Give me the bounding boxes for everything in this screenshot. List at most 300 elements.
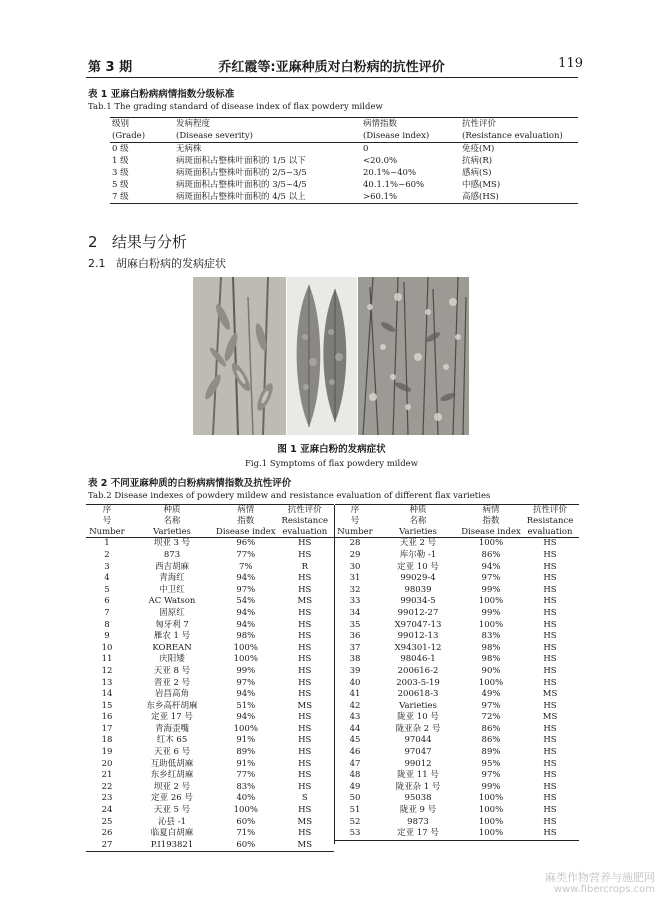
table-row	[335, 782, 579, 794]
table-row	[86, 654, 334, 666]
variety-cell: X97047-13	[394, 619, 442, 630]
disease-index-table-right	[335, 504, 579, 841]
number-cell: 9	[104, 631, 110, 642]
number-cell: 12	[101, 665, 113, 676]
evaluation-cell: HS	[298, 677, 312, 688]
number-cell: 46	[349, 747, 361, 758]
disease-index-cell: 54%	[236, 596, 256, 607]
issue-number: 第 3 期	[88, 60, 133, 75]
disease-index-cell: 100%	[478, 793, 504, 804]
watermark-url: www.fibercrops.com	[553, 884, 655, 895]
index-cell: <20.0%	[363, 156, 398, 166]
evaluation-cell: HS	[521, 828, 579, 840]
variety-cell: 天亚 6 号	[153, 747, 191, 758]
variety-cell: 99012-27	[397, 607, 439, 618]
grade-cell: 0 级	[112, 144, 129, 154]
number-cell: 29	[349, 549, 361, 560]
table-row	[86, 689, 334, 701]
number-cell: 47	[349, 758, 361, 769]
variety-cell: 西吉胡麻	[154, 561, 189, 572]
evaluation-cell: HS	[543, 538, 557, 549]
number-cell: 6	[104, 596, 110, 607]
disease-index-cell: 100%	[233, 642, 258, 653]
evaluation-cell: 抗病(R)	[462, 156, 493, 166]
table-row	[335, 828, 579, 840]
variety-cell: 红木 65	[156, 735, 188, 746]
col-evaluation-cn: 抗性评价	[460, 118, 578, 131]
disease-index-cell: 99%	[481, 584, 501, 595]
disease-index-cell: 98%	[236, 631, 256, 642]
variety-cell: 98046-1	[400, 654, 436, 665]
col-number-cn: 序	[86, 505, 128, 516]
watermark-site-name: 麻类作物营养与施肥网	[545, 871, 655, 884]
col-number-cn2: 号	[350, 515, 360, 526]
evaluation-cell: HS	[543, 747, 557, 758]
table-row	[86, 759, 334, 771]
table-row	[335, 747, 579, 759]
disease-index-cell: 99%	[481, 607, 501, 618]
variety-cell: 东乡红胡麻	[150, 770, 194, 781]
evaluation-cell: HS	[543, 781, 557, 792]
table1-header-en	[110, 130, 578, 143]
evaluation-cell: MS	[542, 712, 558, 723]
grade-cell: 1 级	[112, 156, 129, 166]
col-evaluation-en: Resistance	[526, 515, 574, 526]
variety-cell: 匈牙利 7	[155, 619, 189, 630]
disease-index-cell: 71%	[236, 828, 256, 839]
evaluation-cell: R	[301, 561, 308, 572]
number-cell: 15	[101, 700, 113, 711]
section-heading	[88, 231, 187, 252]
table1-row	[110, 167, 578, 179]
evaluation-cell: MS	[297, 816, 313, 827]
table-row	[335, 620, 579, 632]
variety-cell: 定亚 17 号	[375, 828, 461, 840]
number-cell: 41	[349, 689, 361, 700]
evaluation-cell: HS	[298, 538, 312, 549]
evaluation-cell: S	[301, 793, 308, 804]
grade-cell: 7 级	[110, 191, 174, 204]
col-variety-cn2: 名称	[163, 515, 181, 526]
col-number-en: Number	[86, 527, 128, 538]
section-title: 结果与分析	[111, 233, 187, 251]
table-row	[335, 678, 579, 690]
evaluation-cell: HS	[543, 677, 557, 688]
disease-index-cell: 97%	[481, 573, 501, 584]
evaluation-cell: HS	[543, 700, 557, 711]
evaluation-cell: HS	[543, 793, 557, 804]
disease-index-cell: 100%	[478, 677, 504, 688]
evaluation-cell: HS	[543, 642, 557, 653]
col-evaluation-en2: evaluation	[521, 527, 579, 538]
table-row	[335, 666, 579, 678]
evaluation-cell: HS	[298, 642, 312, 653]
disease-index-cell: 98%	[481, 654, 501, 665]
evaluation-cell: HS	[298, 549, 312, 560]
evaluation-cell: HS	[543, 735, 557, 746]
disease-index-cell: 100%	[461, 828, 521, 840]
table1-row	[110, 155, 578, 167]
evaluation-cell: HS	[298, 781, 312, 792]
variety-cell: 9873	[407, 816, 429, 827]
table-row	[335, 712, 579, 724]
flax-plant-photo	[193, 277, 286, 435]
table-row	[335, 562, 579, 574]
evaluation-cell: HS	[543, 561, 557, 572]
number-cell: 24	[101, 805, 113, 816]
disease-index-cell: 95%	[481, 758, 501, 769]
number-cell: 20	[101, 758, 113, 769]
subsection-number: 2.1	[88, 257, 106, 270]
disease-index-cell: 86%	[481, 735, 501, 746]
col-variety-cn2: 名称	[409, 515, 427, 526]
table-row	[335, 689, 579, 701]
disease-index-cell: 94%	[481, 561, 501, 572]
evaluation-cell: HS	[298, 689, 312, 700]
table-row	[86, 840, 334, 852]
severity-cell: 病斑面积占整株叶面积的 3/5~4/5	[176, 180, 307, 190]
number-cell: 30	[349, 561, 361, 572]
header-rule	[86, 77, 578, 78]
grade-cell: 5 级	[112, 180, 129, 190]
variety-cell: 陇亚 10 号	[397, 712, 439, 723]
evaluation-cell: HS	[298, 607, 312, 618]
col-variety-cn: 种质	[128, 505, 216, 516]
number-cell: 32	[349, 584, 361, 595]
number-cell: 23	[101, 793, 113, 804]
disease-index-cell: 94%	[236, 689, 256, 700]
evaluation-cell: HS	[298, 828, 312, 839]
evaluation-cell: HS	[543, 619, 557, 630]
table1-caption-cn: 表 1 亚麻白粉病病情指数分级标准	[88, 89, 235, 100]
number-cell: 14	[101, 689, 113, 700]
table-row	[335, 817, 579, 829]
disease-index-cell: 60%	[216, 840, 276, 852]
disease-index-cell: 97%	[481, 700, 501, 711]
evaluation-cell: HS	[298, 735, 312, 746]
number-cell: 13	[101, 677, 113, 688]
variety-cell: 97047	[404, 747, 432, 758]
variety-cell: 97044	[404, 735, 432, 746]
table-row	[335, 643, 579, 655]
table1-header-cn	[110, 118, 578, 131]
variety-cell: 定亚 26 号	[151, 793, 193, 804]
variety-cell: 99029-4	[400, 573, 436, 584]
disease-index-cell: 98%	[481, 642, 501, 653]
evaluation-cell: HS	[298, 770, 312, 781]
variety-cell: 200618-3	[397, 689, 439, 700]
number-cell: 21	[101, 770, 113, 781]
disease-index-cell: 60%	[236, 816, 256, 827]
number-cell: 38	[349, 654, 361, 665]
index-cell: 20.1%~40%	[363, 168, 417, 178]
evaluation-cell: HS	[543, 607, 557, 618]
number-cell: 26	[101, 828, 113, 839]
disease-index-cell: 77%	[236, 549, 256, 560]
col-evaluation-cn: 抗性评价	[276, 505, 334, 516]
figure1-caption-en: Fig.1 Symptoms of flax powdery mildew	[245, 459, 418, 469]
variety-cell: 庆阳矮	[159, 654, 185, 665]
table-row	[335, 735, 579, 747]
evaluation-cell: HS	[298, 654, 312, 665]
infected-leaves-photo	[287, 277, 357, 435]
severity-cell: 无病株	[176, 144, 202, 154]
figure-1	[193, 277, 469, 435]
table-row	[335, 793, 579, 805]
disease-index-cell: 77%	[236, 770, 256, 781]
disease-index-cell: 100%	[478, 805, 504, 816]
col-evaluation-en: (Resistance evaluation)	[460, 130, 578, 143]
table-row	[335, 805, 579, 817]
variety-cell: 200616-2	[397, 665, 439, 676]
col-severity-en: (Disease severity)	[174, 130, 361, 143]
disease-index-cell: 100%	[233, 654, 258, 665]
disease-index-cell: 94%	[236, 619, 256, 630]
table-row	[335, 538, 579, 550]
table1-row	[110, 143, 578, 156]
variety-cell: 坝亚 2 号	[153, 781, 191, 792]
variety-cell: 定亚 17 号	[151, 712, 193, 723]
col-index-cn2: 指数	[237, 515, 255, 526]
number-cell: 11	[101, 654, 113, 665]
disease-index-cell: 91%	[236, 735, 256, 746]
number-cell: 18	[101, 735, 113, 746]
section-number: 2	[88, 233, 98, 251]
number-cell: 50	[349, 793, 361, 804]
disease-index-cell: 99%	[481, 781, 501, 792]
variety-cell: 东乡高杆胡麻	[146, 700, 198, 711]
col-severity-cn: 发病程度	[174, 118, 361, 131]
variety-cell: 陇亚杂 1 号	[395, 781, 441, 792]
table-row	[86, 805, 334, 817]
variety-cell: 库尔勒 -1	[399, 549, 437, 560]
disease-index-cell: 94%	[236, 712, 256, 723]
table1-row	[110, 179, 578, 191]
table-row	[86, 562, 334, 574]
disease-index-cell: 94%	[236, 607, 256, 618]
disease-index-cell: 97%	[236, 677, 256, 688]
table1-row	[110, 191, 578, 204]
variety-cell: 坝亚 3 号	[153, 538, 191, 549]
number-cell: 44	[349, 723, 361, 734]
table-row	[86, 817, 334, 829]
number-cell: 35	[349, 619, 361, 630]
disease-index-cell: 100%	[478, 538, 504, 549]
variety-cell: 青海红	[159, 573, 185, 584]
table-row	[86, 747, 334, 759]
evaluation-cell: HS	[298, 619, 312, 630]
variety-cell: X94301-12	[394, 642, 442, 653]
severity-cell: 病斑面积占整株叶面积的 4/5 以上	[174, 191, 361, 204]
variety-cell: 互助低胡麻	[150, 758, 194, 769]
evaluation-cell: HS	[543, 573, 557, 584]
disease-index-cell: 89%	[481, 747, 501, 758]
variety-cell: 岩昌高角	[154, 689, 189, 700]
number-cell: 25	[101, 816, 113, 827]
number-cell: 39	[349, 665, 361, 676]
disease-index-cell: 89%	[236, 747, 256, 758]
variety-cell: 天亚 2 号	[399, 538, 437, 549]
variety-cell: 873	[163, 549, 181, 560]
number-cell: 27	[86, 840, 128, 852]
variety-cell: 99034-5	[400, 596, 436, 607]
table-row	[86, 735, 334, 747]
variety-cell: AC Watson	[148, 596, 196, 607]
variety-cell: 2003-5-19	[396, 677, 440, 688]
evaluation-cell: HS	[543, 596, 557, 607]
number-cell: 43	[349, 712, 361, 723]
table-row	[86, 643, 334, 655]
evaluation-cell: HS	[298, 712, 312, 723]
variety-cell: 晋亚 2 号	[153, 677, 191, 688]
disease-index-cell: 94%	[236, 573, 256, 584]
table-row	[86, 620, 334, 632]
col-index-cn: 病情指数	[361, 118, 460, 131]
col-variety-cn: 种质	[375, 505, 461, 516]
table-row	[86, 724, 334, 736]
table-row	[335, 724, 579, 736]
evaluation-cell: HS	[543, 758, 557, 769]
evaluation-cell: HS	[298, 747, 312, 758]
number-cell: 4	[104, 573, 110, 584]
disease-index-cell: 96%	[236, 538, 256, 549]
variety-cell: 99012-13	[397, 631, 439, 642]
table-row	[86, 712, 334, 724]
disease-index-cell: 40%	[236, 793, 256, 804]
disease-index-cell: 100%	[233, 723, 258, 734]
number-cell: 48	[349, 770, 361, 781]
evaluation-cell: HS	[543, 805, 557, 816]
grade-cell: 3 级	[112, 168, 129, 178]
number-cell: 19	[101, 747, 113, 758]
table-row	[86, 573, 334, 585]
evaluation-cell: MS	[276, 840, 334, 852]
number-cell: 10	[101, 642, 113, 653]
disease-index-cell: 100%	[478, 816, 504, 827]
disease-index-table-left	[86, 504, 334, 852]
number-cell: 8	[104, 619, 110, 630]
col-index-cn: 病情	[461, 505, 521, 516]
table-row	[86, 678, 334, 690]
severity-cell: 病斑面积占整株叶面积的 2/5~3/5	[176, 168, 307, 178]
disease-index-cell: 86%	[481, 549, 501, 560]
col-index-cn2: 指数	[482, 515, 500, 526]
table-row	[86, 596, 334, 608]
disease-index-cell: 99%	[236, 665, 256, 676]
col-index-en: Disease index	[461, 526, 521, 537]
evaluation-cell: HS	[298, 723, 312, 734]
table-row	[335, 701, 579, 713]
table-row	[86, 585, 334, 597]
evaluation-cell: HS	[543, 816, 557, 827]
index-cell: >60.1%	[361, 191, 460, 204]
number-cell: 22	[101, 781, 113, 792]
table-row	[86, 828, 334, 840]
number-cell: 5	[104, 584, 110, 595]
table-row	[86, 770, 334, 782]
evaluation-cell: 中感(MS)	[462, 180, 501, 190]
disease-index-cell: 97%	[236, 584, 256, 595]
col-variety-en: Varieties	[375, 527, 461, 538]
evaluation-cell: MS	[297, 596, 313, 607]
evaluation-cell: HS	[543, 584, 557, 595]
severity-cell: 病斑面积占整株叶面积的 1/5 以下	[176, 156, 306, 166]
index-cell: 40.1.1%~60%	[363, 180, 425, 190]
evaluation-cell: MS	[542, 689, 558, 700]
disease-index-cell: 51%	[236, 700, 256, 711]
table-row	[86, 538, 334, 550]
col-number-cn2: 号	[102, 515, 112, 526]
table2-caption-cn: 表 2 不同亚麻种质的白粉病病情指数及抗性评价	[88, 478, 292, 489]
table-row	[86, 550, 334, 562]
index-cell: 0	[363, 144, 369, 154]
col-variety-en: Varieties	[128, 527, 216, 538]
col-evaluation-en: Resistance	[281, 515, 329, 526]
table-row	[335, 585, 579, 597]
table-row	[335, 759, 579, 771]
evaluation-cell: HS	[298, 665, 312, 676]
col-index-en: Disease index	[216, 526, 276, 537]
number-cell: 52	[349, 816, 361, 827]
disease-index-cell: 91%	[236, 758, 256, 769]
evaluation-cell: HS	[543, 723, 557, 734]
table-row	[335, 608, 579, 620]
evaluation-cell: 高感(HS)	[460, 191, 578, 204]
variety-cell: 天亚 8 号	[153, 665, 191, 676]
variety-cell: 陇亚 9 号	[399, 805, 437, 816]
disease-index-cell: 97%	[481, 770, 501, 781]
number-cell: 2	[104, 549, 110, 560]
variety-cell: 陇亚杂 2 号	[395, 723, 441, 734]
number-cell: 36	[349, 631, 361, 642]
table-row	[335, 573, 579, 585]
col-number-en: Number	[335, 527, 375, 538]
table-row	[335, 631, 579, 643]
table-row	[86, 666, 334, 678]
subsection-title: 胡麻白粉病的发病症状	[116, 257, 226, 270]
variety-cell: KOREAN	[152, 642, 192, 653]
col-grade-cn: 级别	[110, 118, 174, 131]
disease-index-cell: 100%	[478, 596, 504, 607]
col-evaluation-cn: 抗性评价	[521, 505, 579, 516]
variety-cell: 青海歪嘴	[154, 723, 189, 734]
number-cell: 37	[349, 642, 361, 653]
evaluation-cell: HS	[543, 631, 557, 642]
table-row	[86, 608, 334, 620]
evaluation-cell: HS	[298, 573, 312, 584]
disease-index-cell: 83%	[236, 781, 256, 792]
variety-cell: 定亚 10 号	[397, 561, 439, 572]
number-cell: 33	[349, 596, 361, 607]
number-cell: 42	[349, 700, 361, 711]
disease-index-cell: 100%	[478, 619, 504, 630]
number-cell: 51	[349, 805, 361, 816]
table-row	[86, 793, 334, 805]
number-cell: 28	[349, 538, 361, 549]
figure1-caption-cn: 图 1 亚麻白粉的发病症状	[277, 444, 386, 455]
variety-cell: Varieties	[399, 700, 437, 711]
number-cell: 34	[349, 607, 361, 618]
table-row	[335, 770, 579, 782]
number-cell: 17	[101, 723, 113, 734]
disease-index-cell: 49%	[481, 689, 501, 700]
number-cell: 1	[104, 538, 110, 549]
disease-index-cell: 100%	[233, 805, 258, 816]
disease-index-cell: 7%	[239, 561, 253, 572]
number-cell: 31	[349, 573, 361, 584]
number-cell: 3	[104, 561, 110, 572]
evaluation-cell: HS	[298, 805, 312, 816]
